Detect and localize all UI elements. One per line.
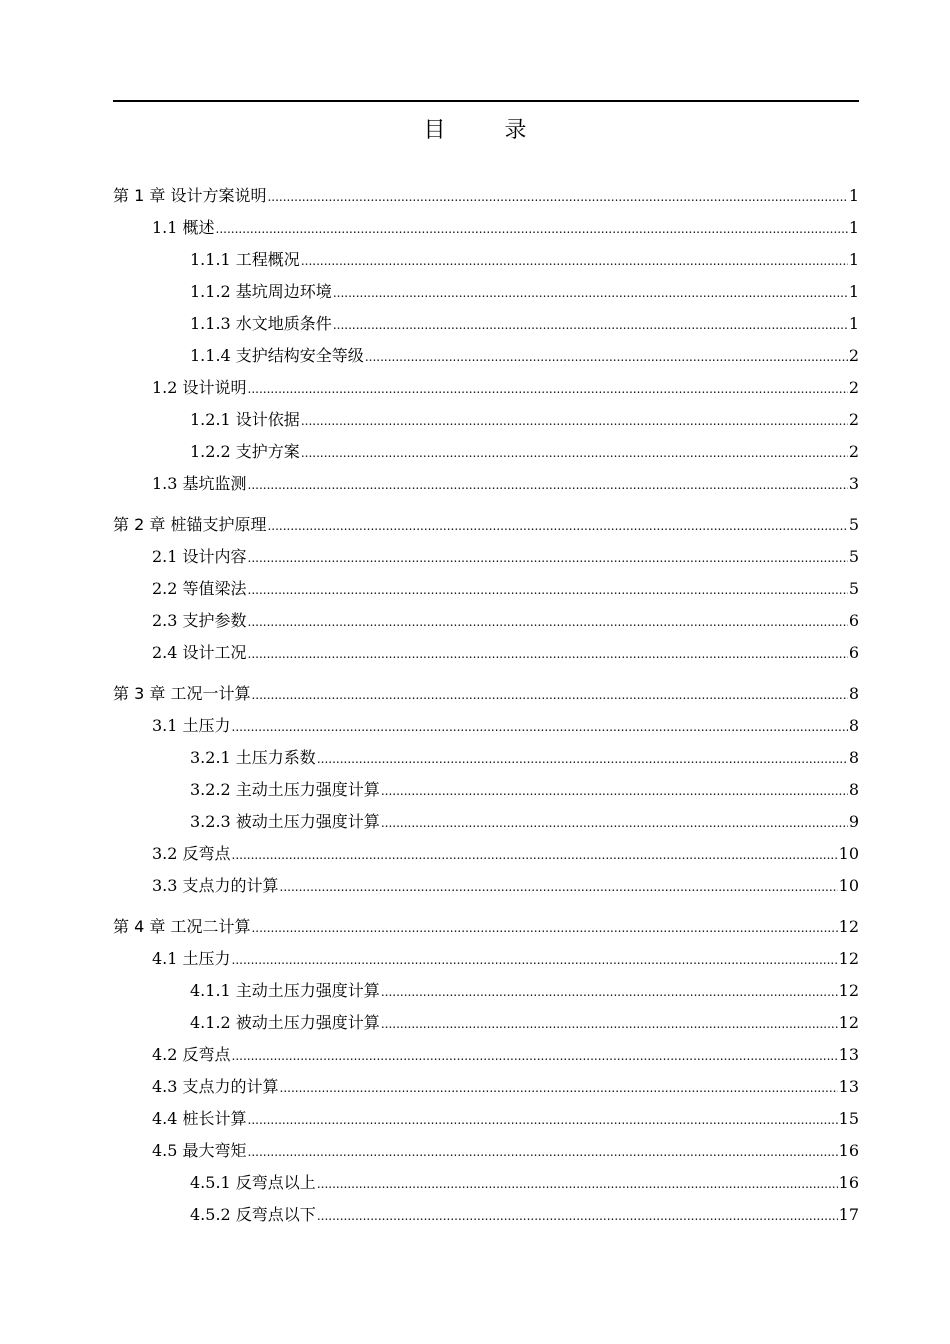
- toc-section-entry[interactable]: [190, 248, 859, 272]
- toc-section-entry[interactable]: [152, 714, 859, 738]
- toc-dot-leader: [248, 578, 848, 602]
- toc-dot-leader: [301, 249, 848, 273]
- toc-dot-leader: [317, 1204, 838, 1228]
- toc-dot-leader: [232, 843, 838, 867]
- toc-page-number: 15: [838, 1109, 859, 1128]
- toc-section-entry[interactable]: [152, 1075, 859, 1099]
- toc-section-entry[interactable]: [190, 810, 859, 834]
- toc-page-number: 1: [848, 186, 859, 205]
- toc-dot-leader: [248, 1108, 838, 1132]
- toc-page-number: 2: [848, 378, 859, 397]
- toc-section-entry[interactable]: [190, 979, 859, 1003]
- toc-section-entry[interactable]: [152, 1139, 859, 1163]
- toc-chapter-entry[interactable]: [113, 682, 859, 706]
- toc-chapter-entry[interactable]: [113, 915, 859, 939]
- toc-entry-title: 1.1.2 基坑周边环境: [190, 282, 332, 301]
- toc-page-number: 1: [848, 250, 859, 269]
- toc-page-number: 16: [838, 1173, 859, 1192]
- toc-entry-title: 2.4 设计工况: [152, 643, 247, 662]
- toc-title: 目 录: [423, 118, 553, 143]
- toc-dot-leader: [232, 948, 838, 972]
- toc-page-number: 6: [848, 643, 859, 662]
- toc-dot-leader: [381, 980, 838, 1004]
- toc-entry-title: 1.1.1 工程概况: [190, 250, 300, 269]
- toc-dot-leader: [248, 377, 848, 401]
- toc-entry-title: 1.2.2 支护方案: [190, 442, 300, 461]
- toc-entry-title: 4.5.1 反弯点以上: [190, 1173, 316, 1192]
- toc-page-number: 5: [848, 579, 859, 598]
- toc-entry-title: 1.2 设计说明: [152, 378, 247, 397]
- toc-dot-leader: [280, 1076, 838, 1100]
- toc-dot-leader: [381, 779, 848, 803]
- toc-dot-leader: [317, 747, 848, 771]
- toc-dot-leader: [267, 514, 847, 538]
- toc-dot-leader: [232, 715, 848, 739]
- toc-section-entry[interactable]: [190, 1011, 859, 1035]
- toc-entry-title: 1.2.1 设计依据: [190, 410, 300, 429]
- toc-entry-title: 3.3 支点力的计算: [152, 876, 279, 895]
- toc-page-number: 2: [848, 442, 859, 461]
- toc-page-number: 9: [848, 812, 859, 831]
- toc-page-number: 13: [838, 1077, 859, 1096]
- toc-section-entry[interactable]: [190, 1171, 859, 1195]
- toc-dot-leader: [248, 546, 848, 570]
- toc-entry-title: 2.3 支护参数: [152, 611, 247, 630]
- toc-entry-title: 4.1 土压力: [152, 949, 231, 968]
- toc-page-number: 1: [848, 218, 859, 237]
- toc-page-number: 8: [848, 748, 859, 767]
- toc-dot-leader: [248, 473, 848, 497]
- toc-entry-title: 4.1.1 主动土压力强度计算: [190, 981, 380, 1000]
- toc-page-number: 6: [848, 611, 859, 630]
- toc-section-entry[interactable]: [152, 577, 859, 601]
- toc-section-entry[interactable]: [152, 545, 859, 569]
- toc-section-entry[interactable]: [152, 216, 859, 240]
- toc-dot-leader: [267, 185, 847, 209]
- toc-section-entry[interactable]: [190, 778, 859, 802]
- toc-entry-title: 4.2 反弯点: [152, 1045, 231, 1064]
- toc-page-number: 8: [848, 684, 859, 703]
- toc-entry-title: 第 1 章 设计方案说明: [113, 186, 267, 205]
- toc-page-number: 10: [838, 844, 859, 863]
- toc-page-number: 12: [838, 917, 859, 936]
- toc-page-number: 8: [848, 780, 859, 799]
- toc-entry-title: 1.3 基坑监测: [152, 474, 247, 493]
- toc-page-number: 5: [848, 547, 859, 566]
- toc-section-entry[interactable]: [152, 641, 859, 665]
- toc-entry-title: 4.1.2 被动土压力强度计算: [190, 1013, 380, 1032]
- toc-dot-leader: [333, 281, 848, 305]
- toc-entry-title: 4.5.2 反弯点以下: [190, 1205, 316, 1224]
- toc-entry-title: 4.3 支点力的计算: [152, 1077, 279, 1096]
- toc-page-number: 3: [848, 474, 859, 493]
- toc-entry-title: 3.2.3 被动土压力强度计算: [190, 812, 380, 831]
- toc-dot-leader: [317, 1172, 838, 1196]
- toc-entry-title: 3.2.1 土压力系数: [190, 748, 316, 767]
- toc-page-number: 1: [848, 314, 859, 333]
- toc-section-entry[interactable]: [190, 312, 859, 336]
- toc-dot-leader: [248, 642, 848, 666]
- toc-dot-leader: [381, 811, 848, 835]
- toc-page-number: 10: [838, 876, 859, 895]
- toc-dot-leader: [232, 1044, 838, 1068]
- toc-entry-title: 第 4 章 工况二计算: [113, 917, 251, 936]
- toc-dot-leader: [216, 217, 848, 241]
- toc-page-number: 16: [838, 1141, 859, 1160]
- toc-section-entry[interactable]: [190, 440, 859, 464]
- toc-page-number: 8: [848, 716, 859, 735]
- toc-section-entry[interactable]: [152, 1043, 859, 1067]
- toc-dot-leader: [248, 1140, 838, 1164]
- toc-page-number: 1: [848, 282, 859, 301]
- toc-page-number: 17: [838, 1205, 859, 1224]
- toc-dot-leader: [248, 610, 848, 634]
- toc-section-entry[interactable]: [190, 746, 859, 770]
- toc-section-entry[interactable]: [152, 376, 859, 400]
- toc-section-entry[interactable]: [152, 472, 859, 496]
- toc-entry-title: 1.1.4 支护结构安全等级: [190, 346, 364, 365]
- toc-page-number: 12: [838, 949, 859, 968]
- toc-dot-leader: [365, 345, 848, 369]
- toc-entry-title: 3.2.2 主动土压力强度计算: [190, 780, 380, 799]
- toc-dot-leader: [251, 916, 837, 940]
- toc-chapter-entry[interactable]: [113, 513, 859, 537]
- toc-dot-leader: [381, 1012, 838, 1036]
- toc-entry-title: 第 2 章 桩锚支护原理: [113, 515, 267, 534]
- toc-entry-title: 第 3 章 工况一计算: [113, 684, 251, 703]
- toc-section-entry[interactable]: [152, 1107, 859, 1131]
- toc-section-entry[interactable]: [190, 280, 859, 304]
- toc-entry-title: 1.1 概述: [152, 218, 215, 237]
- toc-chapter-entry[interactable]: [113, 184, 859, 208]
- toc-section-entry[interactable]: [190, 1203, 859, 1227]
- toc-section-entry[interactable]: [152, 874, 859, 898]
- toc-entry-title: 3.2 反弯点: [152, 844, 231, 863]
- toc-page-number: 5: [848, 515, 859, 534]
- toc-page-number: 13: [838, 1045, 859, 1064]
- toc-section-entry[interactable]: [152, 947, 859, 971]
- toc-section-entry[interactable]: [190, 344, 859, 368]
- toc-entry-title: 1.1.3 水文地质条件: [190, 314, 332, 333]
- toc-dot-leader: [251, 683, 847, 707]
- toc-section-entry[interactable]: [152, 842, 859, 866]
- toc-entry-title: 4.4 桩长计算: [152, 1109, 247, 1128]
- toc-page-number: 12: [838, 981, 859, 1000]
- toc-dot-leader: [301, 409, 848, 433]
- toc-entry-title: 4.5 最大弯矩: [152, 1141, 247, 1160]
- toc-page-number: 12: [838, 1013, 859, 1032]
- toc-dot-leader: [280, 875, 838, 899]
- toc-entry-title: 2.1 设计内容: [152, 547, 247, 566]
- toc-page-number: 2: [848, 346, 859, 365]
- toc-section-entry[interactable]: [152, 609, 859, 633]
- toc-section-entry[interactable]: [190, 408, 859, 432]
- toc-entry-title: 3.1 土压力: [152, 716, 231, 735]
- toc-entry-title: 2.2 等值梁法: [152, 579, 247, 598]
- toc-dot-leader: [333, 313, 848, 337]
- toc-dot-leader: [301, 441, 848, 465]
- toc-page-number: 2: [848, 410, 859, 429]
